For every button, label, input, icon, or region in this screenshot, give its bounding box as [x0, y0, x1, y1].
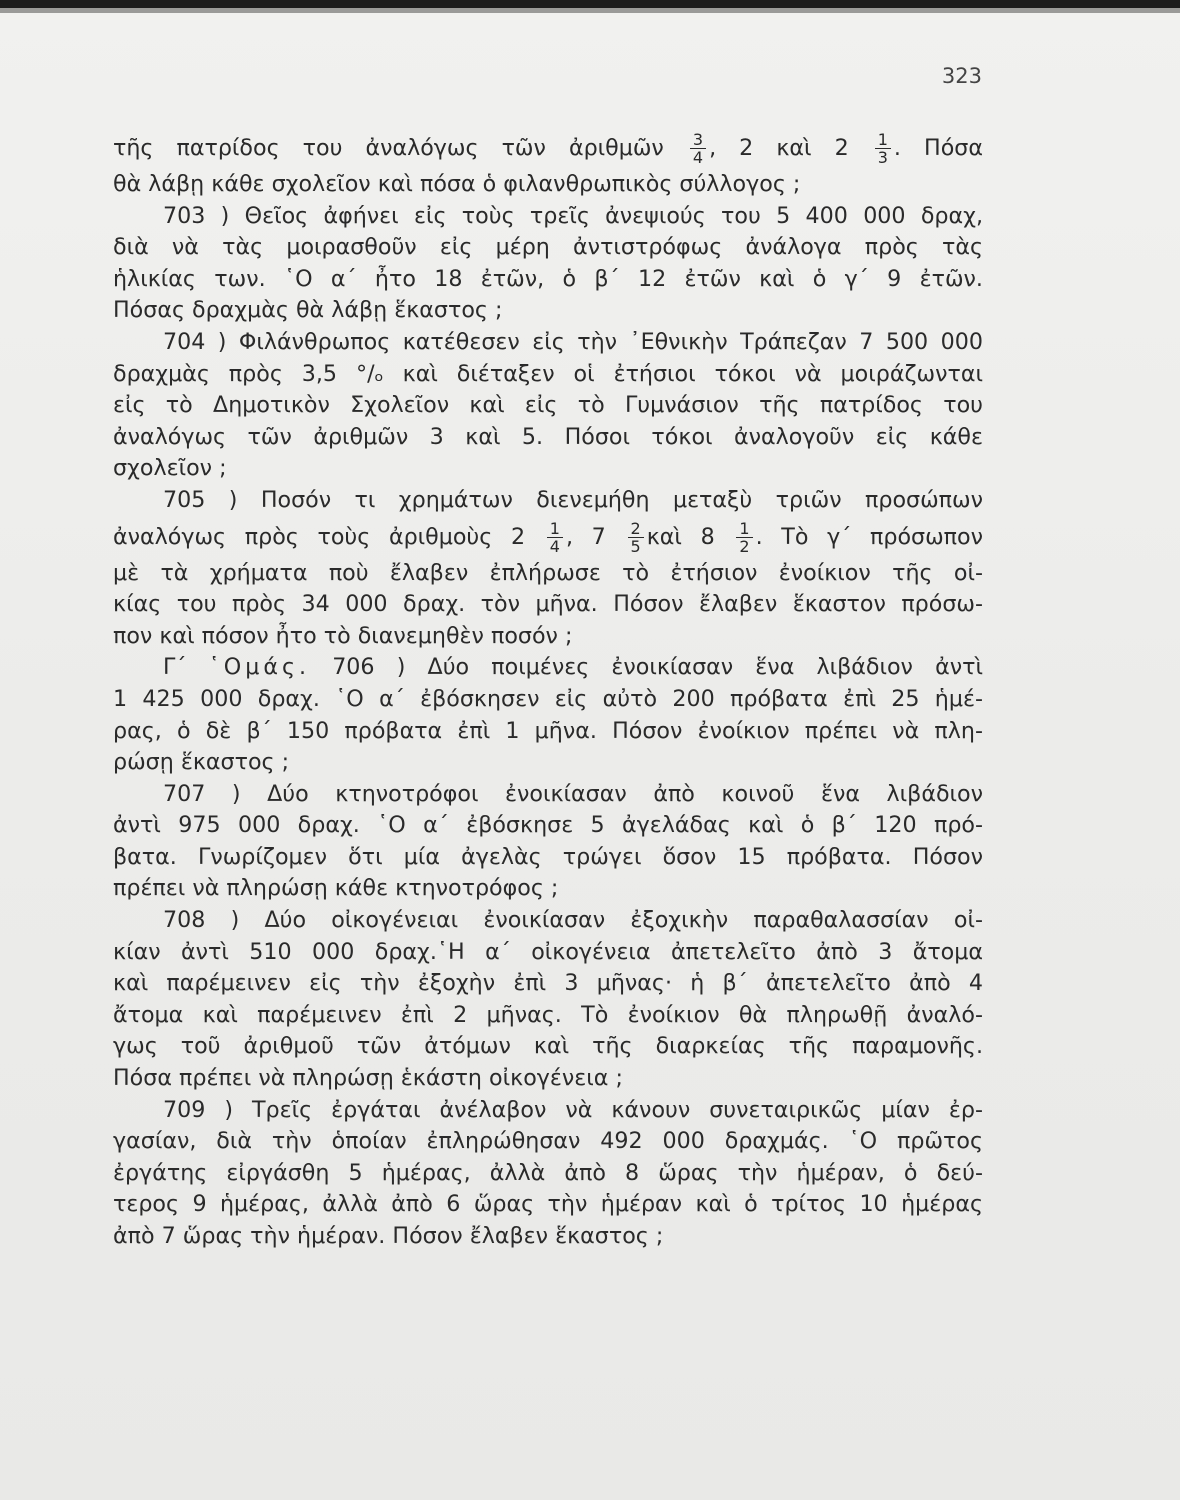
problem-705-start: 705 ) Ποσόν τι χρημάτων διενεμήθη μεταξὺ τριῶν προσώπων [163, 486, 983, 513]
text-line-28: ἄτομα καὶ παρέμεινεν ἐπὶ 2 μῆνας. Τὸ ἐνοίκιον θὰ πληρωθῇ ἀναλό- [113, 1001, 983, 1028]
fraction-numerator: 3 [690, 131, 706, 149]
fraction-denominator: 4 [549, 536, 560, 556]
text-line-30: Πόσα πρέπει νὰ πληρώσῃ ἑκάστη οἰκογένεια ; [113, 1065, 623, 1092]
text-line-2: θὰ λάβῃ κάθε σχολεῖον καὶ πόσα ὁ φιλανθρωπικὸς σύλλογος ; [113, 171, 801, 197]
problem-704-start: 704 ) Φιλάνθρωπος κατέθεσεν εἰς τὴν ᾿Εθνικὴν Τράπεζαν 7 500 000 [163, 328, 983, 355]
text-segment: . Πόσα [893, 135, 983, 161]
text-segment: τῆς πατρίδος του ἀναλόγως τῶν ἀριθμῶν [113, 135, 664, 161]
text-segment: , 7 [565, 523, 606, 550]
fraction-one-quarter [547, 520, 563, 555]
text-line-16: πον καὶ πόσον ἦτο τὸ διανεμηθὲν ποσόν ; [113, 622, 573, 649]
text-line-11: σχολεῖον ; [113, 455, 227, 482]
text-line-18: 1 425 000 δραχ. ῾Ο α΄ ἐβόσκησεν εἰς αὐτὸ 200 πρόβατα ἐπὶ 25 ἡμέ- [113, 685, 983, 712]
text-segment: καὶ 8 [646, 523, 715, 550]
fraction-denominator: 5 [630, 536, 641, 556]
page-top-edge-highlight [0, 8, 1180, 13]
fraction-denominator: 2 [739, 536, 750, 556]
fraction-three-quarters [690, 131, 706, 166]
text-line-13 [113, 517, 983, 558]
page-number: 323 [941, 64, 982, 88]
fraction-denominator: 4 [692, 148, 704, 167]
text-line-9: εἰς τὸ Δημοτικὸν Σχολεῖον καὶ εἰς τὸ Γυμνάσιον τῆς πατρίδος του [113, 392, 983, 419]
text-line-32: γασίαν, διὰ τὴν ὁποίαν ἐπληρώθησαν 492 000 δραχμάς. ῾Ο πρῶτος [113, 1128, 983, 1155]
text-line-5: ἡλικίας των. ῾Ο α΄ ἦτο 18 ἐτῶν, ὁ β΄ 12 ἐτῶν καὶ ὁ γ΄ 9 ἐτῶν. [113, 265, 983, 292]
text-line-22: ἀντὶ 975 000 δραχ. ῾Ο α΄ ἐβόσκησε 5 ἀγελάδας καὶ ὁ β΄ 120 πρό- [113, 812, 983, 839]
text-line-19: ρας, ὁ δὲ β΄ 150 πρόβατα ἐπὶ 1 μῆνα. Πόσον ἐνοίκιον πρέπει νὰ πλη- [113, 717, 983, 744]
text-line-35: ἀπὸ 7 ὥρας τὴν ἡμέραν. Πόσον ἔλαβεν ἕκαστος ; [113, 1223, 664, 1249]
page-top-edge-shadow [0, 0, 1180, 8]
problem-709-start: 709 ) Τρεῖς ἐργάται ἀνέλαβον νὰ κάνουν συνεταιρικῶς μίαν ἐρ- [163, 1096, 983, 1123]
text-line-20: ρώσῃ ἕκαστος ; [113, 749, 290, 776]
fraction-numerator: 2 [628, 520, 644, 538]
fraction-numerator: 1 [875, 131, 891, 149]
section-letter: Γ΄ [163, 654, 187, 681]
text-line-15: κίας του πρὸς 34 000 δραχ. τὸν μῆνα. Πόσον ἔλαβεν ἕκαστον πρόσω- [113, 591, 983, 618]
text-line-27: καὶ παρέμεινεν εἰς τὴν ἐξοχὴν ἐπὶ 3 μῆνας· ἡ β΄ ἀπετελεῖτο ἀπὸ 4 [113, 970, 983, 997]
fraction-numerator: 1 [547, 520, 563, 538]
section-gamma-heading-line [113, 652, 983, 684]
text-line-6: Πόσας δραχμὰς θὰ λάβῃ ἕκαστος ; [113, 297, 503, 324]
text-line-8: δραχμὰς πρὸς 3,5 °/ₒ καὶ διέταξεν οἱ ἐτήσιοι τόκοι νὰ μοιράζωνται [113, 360, 983, 387]
fraction-one-half [736, 520, 752, 555]
text-line-29: γως τοῦ ἀριθμοῦ τῶν ἀτόμων καὶ τῆς διαρκείας τῆς παραμονῆς. [113, 1033, 983, 1060]
fraction-numerator: 1 [736, 520, 752, 538]
text-segment: . Τὸ γ΄ πρόσωπον [755, 523, 983, 550]
problem-708-start: 708 ) Δύο οἰκογένειαι ἐνοικίασαν ἐξοχικὴν παραθαλασσίαν οἰ- [163, 907, 983, 934]
section-label: ῾Ομάς. [208, 654, 311, 681]
text-segment: ἀναλόγως πρὸς τοὺς ἀριθμοὺς 2 [113, 523, 526, 550]
text-line-14: μὲ τὰ χρήματα ποὺ ἔλαβεν ἐπλήρωσε τὸ ἐτήσιον ἐνοίκιον τῆς οἰ- [113, 559, 983, 586]
fraction-two-fifths [628, 520, 644, 555]
problem-707-start: 707 ) Δύο κτηνοτρόφοι ἐνοικίασαν ἀπὸ κοινοῦ ἕνα λιβάδιον [163, 780, 983, 807]
problem-706-start: 706 ) Δύο ποιμένες ἐνοικίασαν ἕνα λιβάδιον ἀντὶ [332, 654, 983, 681]
text-line-33: ἐργάτης εἰργάσθη 5 ἡμέρας, ἀλλὰ ἀπὸ 8 ὥρας τὴν ἡμέραν, ὁ δεύ- [113, 1159, 983, 1186]
body-text [113, 128, 983, 1253]
text-line-4: διὰ νὰ τὰς μοιρασθοῦν εἰς μέρη ἀντιστρόφως ἀνάλογα πρὸς τὰς [113, 234, 983, 261]
text-line-26: κίαν ἀντὶ 510 000 δραχ.῾Η α΄ οἰκογένεια ἀπετελεῖτο ἀπὸ 3 ἄτομα [113, 938, 983, 965]
text-line-10: ἀναλόγως τῶν ἀριθμῶν 3 καὶ 5. Πόσοι τόκοι ἀναλογοῦν εἰς κάθε [113, 423, 983, 450]
text-line-34: τερος 9 ἡμέρας, ἀλλὰ ἀπὸ 6 ὥρας τὴν ἡμέραν καὶ ὁ τρίτος 10 ἡμέρας [113, 1191, 983, 1218]
text-line-1 [113, 128, 983, 169]
fraction-denominator: 3 [877, 148, 888, 167]
text-segment: , 2 καὶ 2 [709, 135, 849, 161]
text-line-23: βατα. Γνωρίζομεν ὅτι μία ἀγελὰς τρώγει ὅσον 15 πρόβατα. Πόσον [113, 843, 983, 870]
text-line-24: πρέπει νὰ πληρώσῃ κάθε κτηνοτρόφος ; [113, 875, 559, 902]
problem-703-start: 703 ) Θεῖος ἀφήνει εἰς τοὺς τρεῖς ἀνεψιούς του 5 400 000 δραχ, [163, 202, 983, 229]
fraction-one-third [875, 131, 891, 166]
